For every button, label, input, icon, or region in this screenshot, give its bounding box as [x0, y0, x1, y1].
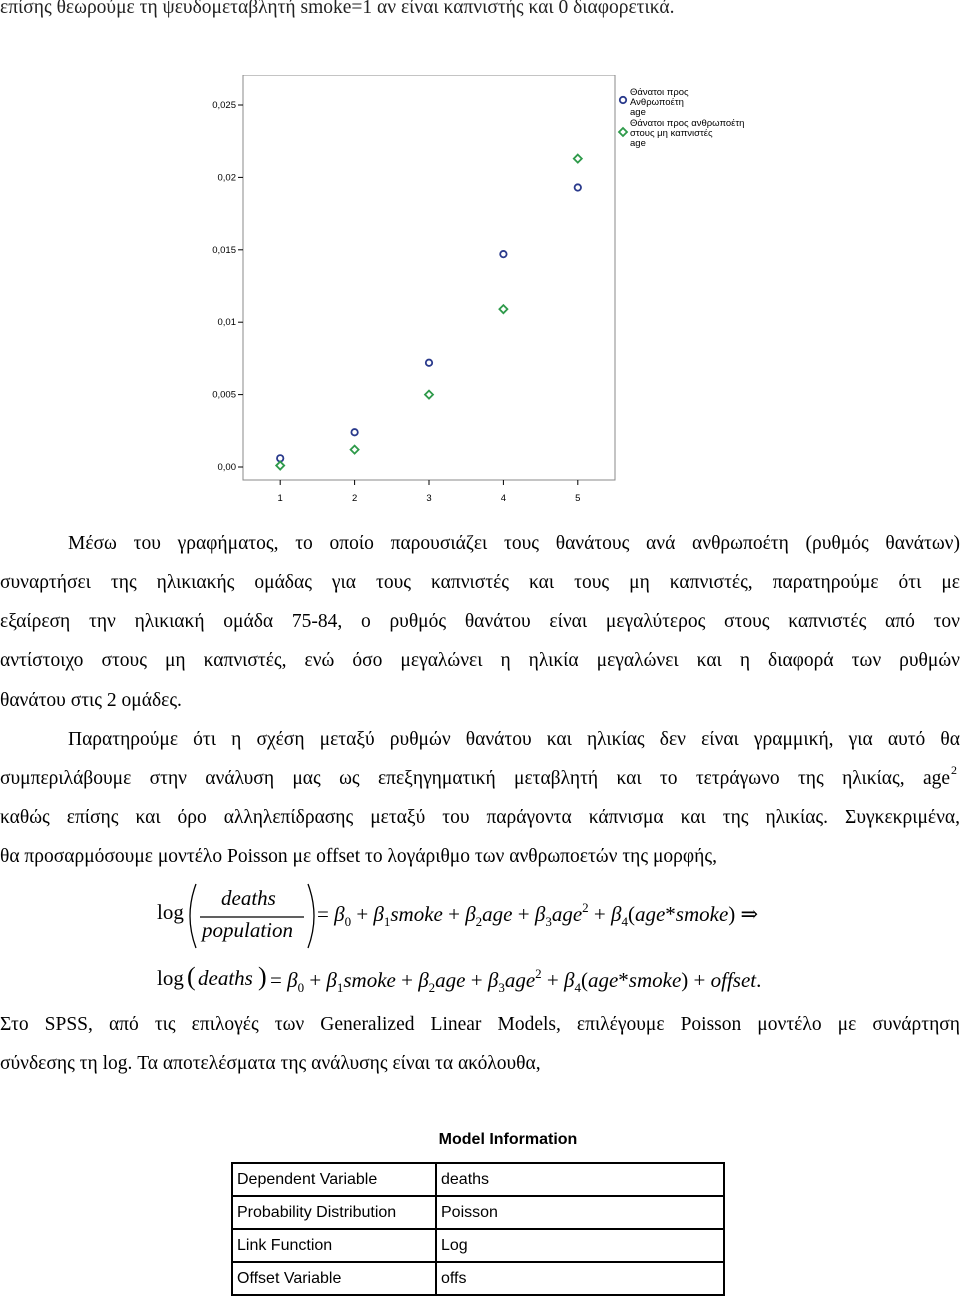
formula-1-rhs: = $\beta_0$ + $\beta_1smoke + \beta_2age + \beta_3age^2$ + $\beta_4(age*smoke)$ ⇒: [317, 900, 759, 929]
x-tick-label: 3: [426, 493, 432, 504]
paragraph2-line1: Παρατηρούμε ότι η σχέση μεταξύ ρυθμών θανάτου και ηλικίας δεν είναι γραμμική, για αυτό θα: [68, 729, 960, 750]
table-row: [232, 1262, 724, 1295]
legend-diamond-marker: [619, 128, 627, 136]
y-tick-label: 0,025: [212, 100, 236, 111]
table-value: deaths: [436, 1163, 724, 1196]
formula-2-deaths: deaths: [198, 966, 253, 990]
legend-label: Θάνατοι προς: [630, 87, 689, 98]
table-value: Poisson: [436, 1196, 724, 1229]
table-row: [232, 1229, 724, 1262]
y-tick-label: 0,005: [212, 389, 236, 401]
paragraph1-line5: θανάτου στις 2 ομάδες.: [0, 690, 182, 711]
x-tick-label: 5: [575, 493, 581, 504]
numerator: deaths: [221, 886, 276, 910]
paragraph2-line3: καθώς επίσης και όρο αλληλεπίδρασης μεταξύ του παράγοντα κάπνισμα και της ηλικίας. Συγκεκριμένα,: [0, 807, 960, 828]
legend-label: age: [630, 138, 646, 149]
table-row: [232, 1196, 724, 1229]
model-information-table: [231, 1162, 725, 1296]
log-function: log: [157, 900, 184, 924]
plot-area: [243, 75, 615, 480]
x-axis: [278, 480, 581, 504]
age-squared-superscript: 2: [951, 763, 957, 777]
scatter-chart: [205, 75, 765, 515]
denominator: population: [202, 918, 294, 942]
x-tick-label: 2: [351, 493, 358, 504]
y-axis: [212, 100, 243, 473]
top-text-line: επίσης θεωρούμε τη ψευδομεταβλητή smoke=1 αν είναι καπνιστής και 0 διαφορετικά.: [0, 0, 675, 18]
paragraph1-line4: αντίστοιχο στους μη καπνιστές, ενώ όσο μεγαλώνει η ηλικία μεγαλώνει και η διαφορά των ρυθμών: [0, 650, 960, 671]
y-tick-label: 0,015: [212, 244, 236, 256]
table-value: Log: [436, 1229, 724, 1262]
legend-label: στους μη καπνιστές: [630, 128, 713, 139]
table-key: Dependent Variable: [232, 1163, 436, 1196]
table-key: Link Function: [232, 1229, 436, 1262]
x-tick-label: 1: [277, 493, 283, 504]
paragraph3-line1: Στο SPSS, από τις επιλογές των Generalized Linear Models, επιλέγουμε Poisson μοντέλο με συνάρτηση: [0, 1014, 960, 1035]
table-key: Offset Variable: [232, 1262, 436, 1295]
paragraph2-line4: θα προσαρμόσουμε μοντέλο Poisson με offset το λογάριθμο των ανθρωποετών της μορφής,: [0, 846, 717, 867]
table-row: [232, 1163, 724, 1196]
x-tick-label: 4: [500, 493, 507, 504]
table-title: Model Information: [438, 1131, 578, 1148]
paragraph3-line2: σύνδεσης τη log. Τα αποτελέσματα της ανάλυσης είναι τα ακόλουθα,: [0, 1053, 541, 1074]
chart-legend: [619, 87, 744, 149]
table-key: Probability Distribution: [232, 1196, 436, 1229]
paragraph1-line2: συναρτήσει της ηλικιακής ομάδας για τους καπνιστές και τους μη καπνιστές, παρατηρούμε ότι με: [0, 572, 960, 593]
legend-label: age: [630, 107, 646, 118]
legend-label: Θάνατοι προς ανθρωποέτη: [630, 118, 745, 129]
paragraph1-line3: εξαίρεση την ηλικιακή ομάδα 75-84, ο ρυθμός θανάτου είναι μεγαλύτερος στους καπνιστές από τον: [0, 611, 960, 632]
paragraph2-line2: συμπεριλάβουμε στην ανάλυση μας ως επεξηγηματική μεταβλητή και το τετράγωνο της ηλικίας, age: [0, 768, 950, 789]
table-value: offs: [436, 1262, 724, 1295]
formula-2-log: log: [157, 966, 184, 990]
legend-circle-marker: [620, 97, 626, 103]
y-tick-label: 0,01: [217, 317, 236, 329]
legend-label: Ανθρωποέτη: [630, 97, 684, 108]
y-tick-label: 0,02: [217, 172, 236, 184]
y-tick-label: 0,00: [217, 462, 236, 473]
formula-2-rhs: = $\beta_0$ + $\beta_1smoke + \beta_2age + \beta_3age^2$ + $\beta_4(age*smoke)$ + offset.: [270, 966, 762, 995]
paragraph1-line1: Μέσω του γραφήματος, το οποίο παρουσιάζει τους θανάτους ανά ανθρωποέτη (ρυθμός θανάτων): [68, 533, 960, 554]
